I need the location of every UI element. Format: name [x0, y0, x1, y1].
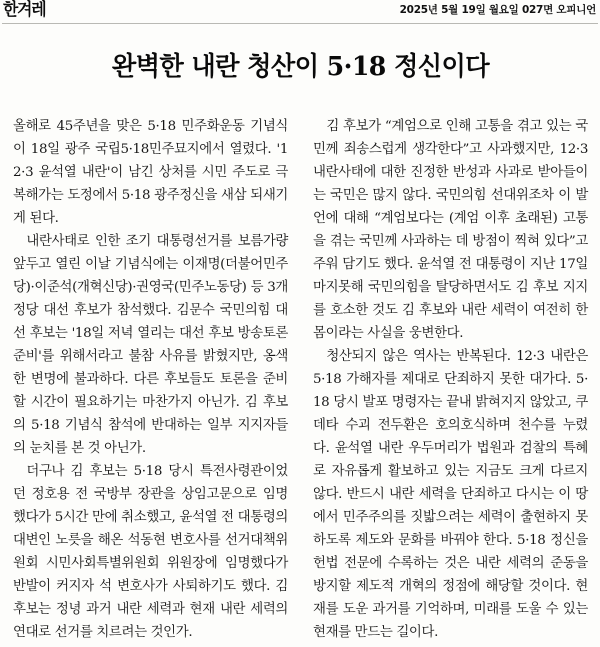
column-left — [13, 115, 288, 644]
paragraph: 올해로 45주년을 맞은 5·18 민주화운동 기념식이 18일 광주 국립5·18민주묘지에서 열렸다. '12·3 윤석열 내란'이 남긴 상처를 시민 주도로 극복해가는 도정에서 5·18 광주정신을 새삼 되새기게 된다. — [13, 118, 288, 226]
article-body — [0, 102, 600, 644]
headline-container — [0, 24, 600, 102]
dateline: 2025년 5월 19일 월요일 027면 오피니언 — [399, 4, 596, 16]
article-headline: 완벽한 내란 청산이 5·18 정신이다 — [111, 52, 489, 83]
masthead — [0, 0, 600, 21]
hankyoreh-logo: 한겨레 — [3, 0, 46, 20]
paragraph: 더구나 김 후보는 5·18 당시 특전사령관이었던 정호용 전 국방부 장관을 상임고문으로 임명했다가 5시간 만에 취소했고, 윤석열 전 대통령의 대변인 노릇을 해온 석동현 변호사를 선거대책위원회 시민사회특별위원회 위원장에 임명했다가 반발이 커지자 석 변호사가 사퇴하기도 했다. 김 후보는 정녕 과거 내란 세력과 현재 내란 세력의 연대로 선거를 치르려는 것인가. — [13, 463, 288, 640]
paragraph: 청산되지 않은 역사는 반복된다. 12·3 내란은 5·18 가해자를 제대로 단죄하지 못한 대가다. 5·18 당시 발포 명령자는 끝내 밝혀지지 않았고, 쿠데타 수괴 전두환은 호의호식하며 천수를 누렸다. 윤석열 내란 우두머리가 법원과 검찰의 특혜로 자유롭게 활보하고 있는 지금도 크게 다르지 않다. 반드시 내란 세력을 단죄하고 다시는 이 땅에서 민주주의를 짓밟으려는 세력이 출현하지 못하도록 제도와 문화를 바꿔야 한다. 5·18 정신을 헌법 전문에 수록하는 것은 내란 세력의 준동을 방지할 제도적 개혁의 정점에 해당할 것이다. 현재를 도운 과거를 기억하며, 미래를 도울 수 있는 현재를 만드는 길이다. — [313, 348, 588, 640]
paragraph: 김 후보가 “계엄으로 인해 고통을 겪고 있는 국민께 죄송스럽게 생각한다”고 사과했지만, 12·3 내란사태에 대한 진정한 반성과 사과로 받아들이는 국민은 많지 않다. 국민의힘 선대위조차 이 발언에 대해 “계엄보다는 (계엄 이후 초래된) 고통을 겪는 국민께 사과하는 데 방점이 찍혀 있다”고 주워 담기도 했다. 윤석열 전 대통령이 지난 17일 마지못해 국민의힘을 탈당하면서도 김 후보 지지를 호소한 것도 김 후보와 내란 세력이 여전히 한몸이라는 사실을 웅변한다. — [313, 118, 588, 341]
paragraph: 내란사태로 인한 조기 대통령선거를 보름가량 앞두고 열린 이날 기념식에는 이재명(더불어민주당)·이준석(개혁신당)·권영국(민주노동당) 등 3개 정당 대선 후보가 참석했다. 김문수 국민의힘 대선 후보는 '18일 저녁 열리는 대선 후보 방송토론 준비'를 위해서라고 불참 사유를 밝혔지만, 옹색한 변명에 불과하다. 다른 후보들도 토론을 준비할 시간이 필요하기는 마찬가지 아닌가. 김 후보의 5·18 기념식 참석에 반대하는 일부 지지자들의 눈치를 본 것 아닌가. — [13, 233, 288, 456]
column-right — [313, 115, 588, 644]
